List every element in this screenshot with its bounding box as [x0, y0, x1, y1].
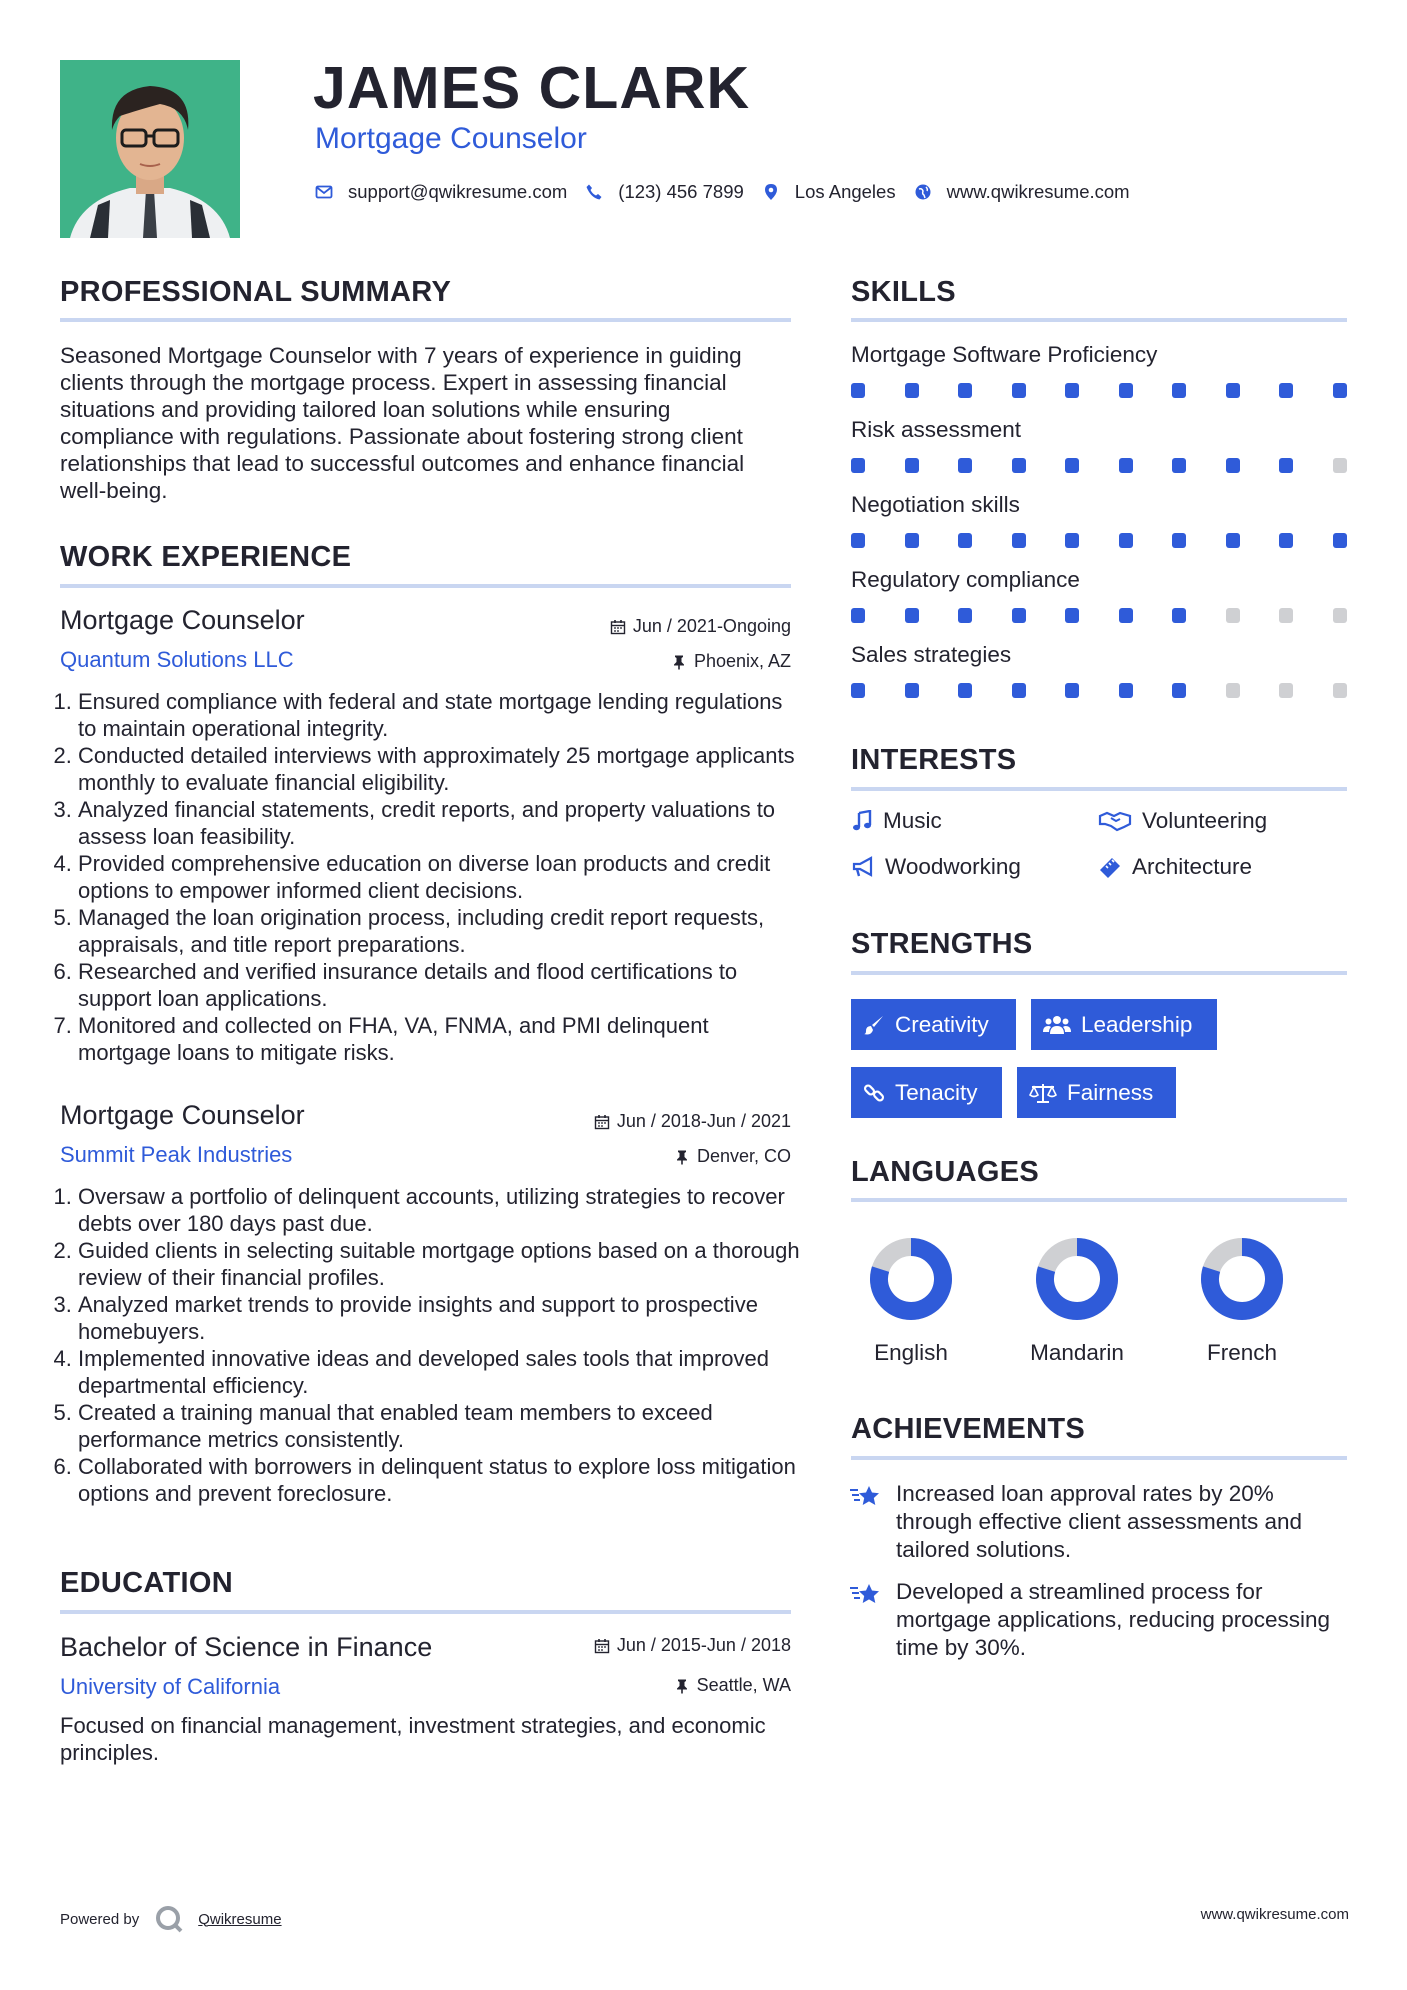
skill-dot	[1012, 608, 1026, 623]
contact-email[interactable]	[315, 181, 567, 203]
star-icon	[849, 1484, 881, 1508]
skill-dot	[958, 608, 972, 623]
skill-dot	[1333, 383, 1347, 398]
achievement-text: Developed a streamlined process for mortgage applications, reducing processing time by 30%.	[896, 1579, 1331, 1660]
skill-dot	[851, 383, 865, 398]
skill-dot	[905, 683, 919, 698]
skill-dot	[905, 458, 919, 473]
degree-title: Bachelor of Science in Finance	[60, 1632, 433, 1662]
skill-dot	[1012, 458, 1026, 473]
skill-dot	[1172, 458, 1186, 473]
envelope-icon	[315, 183, 333, 201]
education-location-text: Seattle, WA	[696, 1675, 791, 1695]
pushpin-icon	[674, 1149, 690, 1165]
job-location-text: Phoenix, AZ	[693, 651, 791, 671]
interest-label: Woodworking	[885, 854, 1021, 879]
skill-dot	[1012, 383, 1026, 398]
list-item: 6. Collaborated with borrowers in delinquent status to explore loss mitigation options and prevent foreclosure.	[78, 1453, 810, 1507]
job-location-text: Denver, CO	[696, 1146, 791, 1166]
section-divider	[60, 584, 791, 588]
skill-dot	[851, 683, 865, 698]
skill-dot	[905, 383, 919, 398]
powered-by	[60, 1904, 282, 1934]
section-title-summary: PROFESSIONAL SUMMARY	[60, 276, 452, 308]
language-name: French	[1206, 1340, 1278, 1365]
brand-link[interactable]: Qwikresume	[198, 1910, 282, 1928]
skill-dot	[1119, 608, 1133, 623]
skill-dot	[1333, 683, 1347, 698]
strength-badge	[851, 1067, 1002, 1118]
job-title: Mortgage Counselor	[60, 605, 305, 635]
job-date-text: Jun / 2021-Ongoing	[632, 616, 791, 636]
balance-scale-icon	[1029, 1082, 1057, 1104]
contact-phone-text: (123) 456 7899	[618, 181, 744, 202]
skill-dot	[1065, 458, 1079, 473]
list-item: 7. Monitored and collected on FHA, VA, FNMA, and PMI delinquent mortgage loans to mitigate risks.	[78, 1012, 803, 1066]
skill-name: Sales strategies	[851, 642, 1012, 667]
language-name: English	[874, 1340, 948, 1365]
section-title-skills: SKILLS	[851, 276, 956, 308]
interest-item	[851, 808, 942, 834]
skill-name: Negotiation skills	[851, 492, 1020, 517]
job-title: Mortgage Counselor	[60, 1100, 305, 1130]
language-name: Mandarin	[1030, 1340, 1124, 1365]
candidate-role: Mortgage Counselor	[315, 122, 587, 155]
skill-dot	[851, 533, 865, 548]
skill-dot	[851, 608, 865, 623]
skill-dot	[1333, 608, 1347, 623]
skill-dot	[1279, 608, 1293, 623]
powered-by-label: Powered by	[60, 1910, 140, 1928]
language-proficiency-ring	[1167, 1234, 1317, 1324]
list-item: 4. Provided comprehensive education on diverse loan products and credit options to empower informed client decisions.	[78, 850, 803, 904]
education-location	[674, 1675, 791, 1696]
candidate-name: JAMES CLARK	[313, 55, 751, 121]
skill-dot	[1333, 533, 1347, 548]
list-item: 6. Researched and verified insurance details and flood certifications to support loan applications.	[78, 958, 803, 1012]
globe-icon	[914, 183, 932, 201]
section-divider	[851, 787, 1347, 791]
language-item	[1002, 1234, 1152, 1329]
summary-text: Seasoned Mortgage Counselor with 7 years of experience in guiding clients through the mortgage process. Expert in assessing financial situations and providing tailored loan solutions while ensuring compliance with regulations. Passionate about fostering strong client relationships that lead to successful outcomes and enhance financial well-being.	[60, 343, 745, 503]
skill-dot	[1172, 608, 1186, 623]
phone-icon	[585, 183, 603, 201]
list-item: 2. Guided clients in selecting suitable mortgage options based on a thorough review of their financial profiles.	[78, 1237, 810, 1291]
interest-label: Music	[883, 808, 942, 833]
users-icon	[1043, 1014, 1071, 1036]
section-title-experience: WORK EXPERIENCE	[60, 541, 352, 573]
skill-name: Regulatory compliance	[851, 567, 1080, 592]
strength-label: Creativity	[895, 1011, 989, 1037]
list-item: 4. Implemented innovative ideas and developed sales tools that improved departmental efficiency.	[78, 1345, 810, 1399]
job-company[interactable]: Quantum Solutions LLC	[60, 647, 294, 672]
skill-dot	[1119, 533, 1133, 548]
school-name[interactable]: University of California	[60, 1674, 281, 1699]
strength-badge	[851, 999, 1016, 1050]
job-duties-list	[60, 1183, 810, 1507]
music-note-icon	[851, 810, 873, 832]
skill-dot	[1065, 383, 1079, 398]
list-item: 5. Created a training manual that enabled team members to exceed performance metrics consistently.	[78, 1399, 810, 1453]
skill-dot	[958, 458, 972, 473]
skill-dot	[958, 683, 972, 698]
skill-dot	[1279, 458, 1293, 473]
skill-dot	[1172, 683, 1186, 698]
megaphone-icon	[851, 856, 875, 878]
section-title-interests: INTERESTS	[851, 744, 1017, 776]
education-date	[594, 1635, 791, 1656]
contact-website-text: www.qwikresume.com	[946, 181, 1130, 202]
strength-label: Tenacity	[895, 1079, 978, 1105]
skill-dot	[1226, 458, 1240, 473]
skill-dot	[1172, 533, 1186, 548]
job-date	[610, 616, 791, 637]
qwikresume-logo-icon	[154, 1904, 184, 1934]
section-divider	[851, 971, 1347, 975]
contact-phone[interactable]	[585, 181, 744, 203]
skill-dot	[1119, 683, 1133, 698]
strength-badge	[1031, 999, 1217, 1050]
skill-dot	[1065, 683, 1079, 698]
education-date-text: Jun / 2015-Jun / 2018	[616, 1635, 791, 1655]
strength-label: Fairness	[1067, 1079, 1154, 1105]
interest-item	[1098, 854, 1252, 880]
skill-dot	[1172, 383, 1186, 398]
contact-website[interactable]	[914, 181, 1130, 203]
profile-photo	[60, 60, 240, 238]
skill-dot	[1119, 458, 1133, 473]
job-duties-list	[60, 688, 803, 1066]
list-item: 1. Ensured compliance with federal and state mortgage lending regulations to maintain operational integrity.	[78, 688, 803, 742]
interest-label: Architecture	[1132, 854, 1253, 879]
skill-dot	[1226, 608, 1240, 623]
section-divider	[60, 1610, 791, 1614]
job-date	[594, 1111, 791, 1132]
pushpin-icon	[671, 654, 687, 670]
handshake-icon	[1098, 810, 1132, 832]
skill-dot	[1065, 533, 1079, 548]
skill-dot	[1226, 683, 1240, 698]
brush-icon	[863, 1014, 885, 1036]
skill-dot	[958, 533, 972, 548]
interest-item	[851, 854, 1021, 880]
language-item	[1167, 1234, 1317, 1329]
job-company[interactable]: Summit Peak Industries	[60, 1142, 293, 1167]
section-divider	[851, 1456, 1347, 1460]
section-title-achievements: ACHIEVEMENTS	[851, 1413, 1086, 1445]
job-location	[671, 651, 791, 672]
skill-dot	[1279, 383, 1293, 398]
language-item	[836, 1234, 986, 1329]
list-item: 5. Managed the loan origination process, including credit report requests, appraisals, and title report preparations.	[78, 904, 803, 958]
list-item: 2. Conducted detailed interviews with approximately 25 mortgage applicants monthly to evaluate financial eligibility.	[78, 742, 803, 796]
calendar-icon	[594, 1114, 610, 1130]
list-item: 3. Analyzed financial statements, credit reports, and property valuations to assess loan feasibility.	[78, 796, 803, 850]
achievement-text: Increased loan approval rates by 20% through effective client assessments and tailored solutions.	[896, 1481, 1303, 1562]
skill-dot	[1279, 683, 1293, 698]
strength-label: Leadership	[1081, 1011, 1193, 1037]
skill-dot	[905, 608, 919, 623]
map-pin-icon	[762, 183, 780, 201]
contact-bar	[315, 179, 1148, 205]
skill-dot	[958, 383, 972, 398]
skill-dot	[1226, 533, 1240, 548]
footer-website[interactable]: www.qwikresume.com	[1200, 1906, 1349, 1923]
skill-dot	[1012, 683, 1026, 698]
contact-email-text: support@qwikresume.com	[348, 181, 568, 202]
ruler-icon	[1098, 856, 1122, 878]
calendar-icon	[594, 1638, 610, 1654]
skill-dot	[1012, 533, 1026, 548]
contact-location-text: Los Angeles	[794, 181, 896, 202]
skill-dot	[851, 458, 865, 473]
language-proficiency-ring	[836, 1234, 986, 1324]
calendar-icon	[610, 619, 626, 635]
pushpin-icon	[674, 1678, 690, 1694]
skill-dot	[1333, 458, 1347, 473]
section-title-languages: LANGUAGES	[851, 1156, 1039, 1188]
section-title-strengths: STRENGTHS	[851, 928, 1033, 960]
skill-name: Mortgage Software Proficiency	[851, 342, 1158, 367]
section-title-education: EDUCATION	[60, 1567, 233, 1599]
interest-label: Volunteering	[1142, 808, 1268, 833]
job-date-text: Jun / 2018-Jun / 2021	[616, 1111, 791, 1131]
education-description: Focused on financial management, investment strategies, and economic principles.	[60, 1713, 766, 1765]
skill-dot	[1279, 533, 1293, 548]
skill-dot	[905, 533, 919, 548]
link-icon	[863, 1082, 885, 1104]
star-icon	[849, 1582, 881, 1606]
section-divider	[851, 1198, 1347, 1202]
job-location	[674, 1146, 791, 1167]
strength-badge	[1017, 1067, 1176, 1118]
skill-name: Risk assessment	[851, 417, 1022, 442]
section-divider	[851, 318, 1347, 322]
interest-item	[1098, 808, 1267, 834]
list-item: 3. Analyzed market trends to provide insights and support to prospective homebuyers.	[78, 1291, 810, 1345]
skill-dot	[1226, 383, 1240, 398]
section-divider	[60, 318, 791, 322]
contact-location	[762, 181, 896, 203]
skill-dot	[1119, 383, 1133, 398]
skill-dot	[1065, 608, 1079, 623]
list-item: 1. Oversaw a portfolio of delinquent accounts, utilizing strategies to recover debts over 180 days past due.	[78, 1183, 810, 1237]
language-proficiency-ring	[1002, 1234, 1152, 1324]
